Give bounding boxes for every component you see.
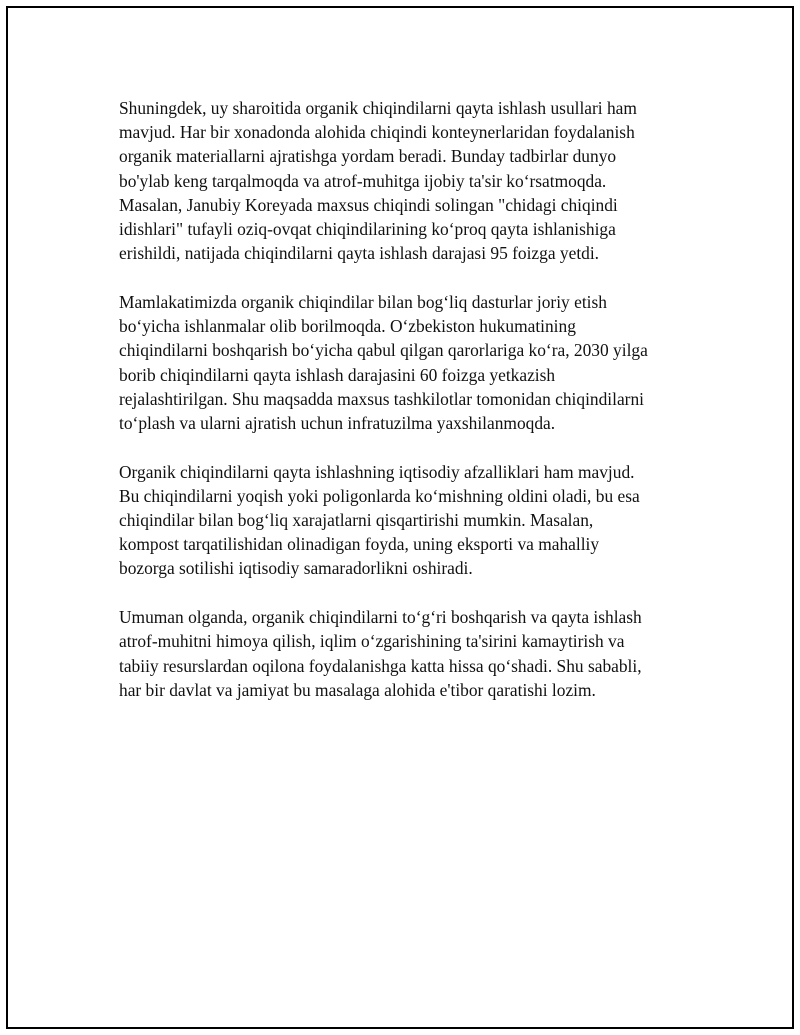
page-frame	[6, 6, 794, 1029]
paragraph-2: Mamlakatimizda organik chiqindilar bilan bog‘liq dasturlar joriy etish bo‘yicha ishlanmalar olib borilmoqda. O‘zbekiston hukumatining chiqindilarni boshqarish bo‘yicha qabul qilgan qarorlariga ko‘ra, 2030 yilga borib chiqindilarni qayta ishlash darajasini 60 foizga yetkazish rejalashtirilgan. Shu maqsadda maxsus tashkilotlar tomonidan chiqindilarni to‘plash va ularni ajratish uchun infratuzilma yaxshilanmoqda.	[119, 291, 648, 433]
paragraph-1: Shuningdek, uy sharoitida organik chiqindilarni qayta ishlash usullari ham mavjud. Har bir xonadonda alohida chiqindi konteynerlaridan foydalanish organik materiallarni ajratishga yordam beradi. Bunday tadbirlar dunyo bo'ylab keng tarqalmoqda va atrof-muhitga ijobiy ta'sir ko‘rsatmoqda. Masalan, Janubiy Koreyada maxsus chiqindi solingan "chidagi chiqindi idishlari" tufayli oziq-ovqat chiqindilarining ko‘proq qayta ishlanishiga erishildi, natijada chiqindilarni qayta ishlash darajasi 95 foizga yetdi.	[119, 98, 637, 264]
paragraph-4: Umuman olganda, organik chiqindilarni to‘g‘ri boshqarish va qayta ishlash atrof-muhitni himoya qilish, iqlim o‘zgarishining ta'sirini kamaytirish va tabiiy resurslardan oqilona foydalanishga katta hissa qo‘shadi. Shu sababli, har bir davlat va jamiyat bu masalaga alohida e'tibor qaratishi lozim.	[119, 607, 642, 700]
document-body	[119, 96, 679, 726]
paragraph-3: Organik chiqindilarni qayta ishlashning iqtisodiy afzalliklari ham mavjud. Bu chiqindilarni yoqish yoki poligonlarda ko‘mishning oldini oladi, bu esa chiqindilar bilan bog‘liq xarajatlarni qisqartirishi mumkin. Masalan, kompost tarqatilishidan olinadigan foyda, uning eksporti va mahalliy bozorga sotilishi iqtisodiy samaradorlikni oshiradi.	[119, 461, 640, 579]
